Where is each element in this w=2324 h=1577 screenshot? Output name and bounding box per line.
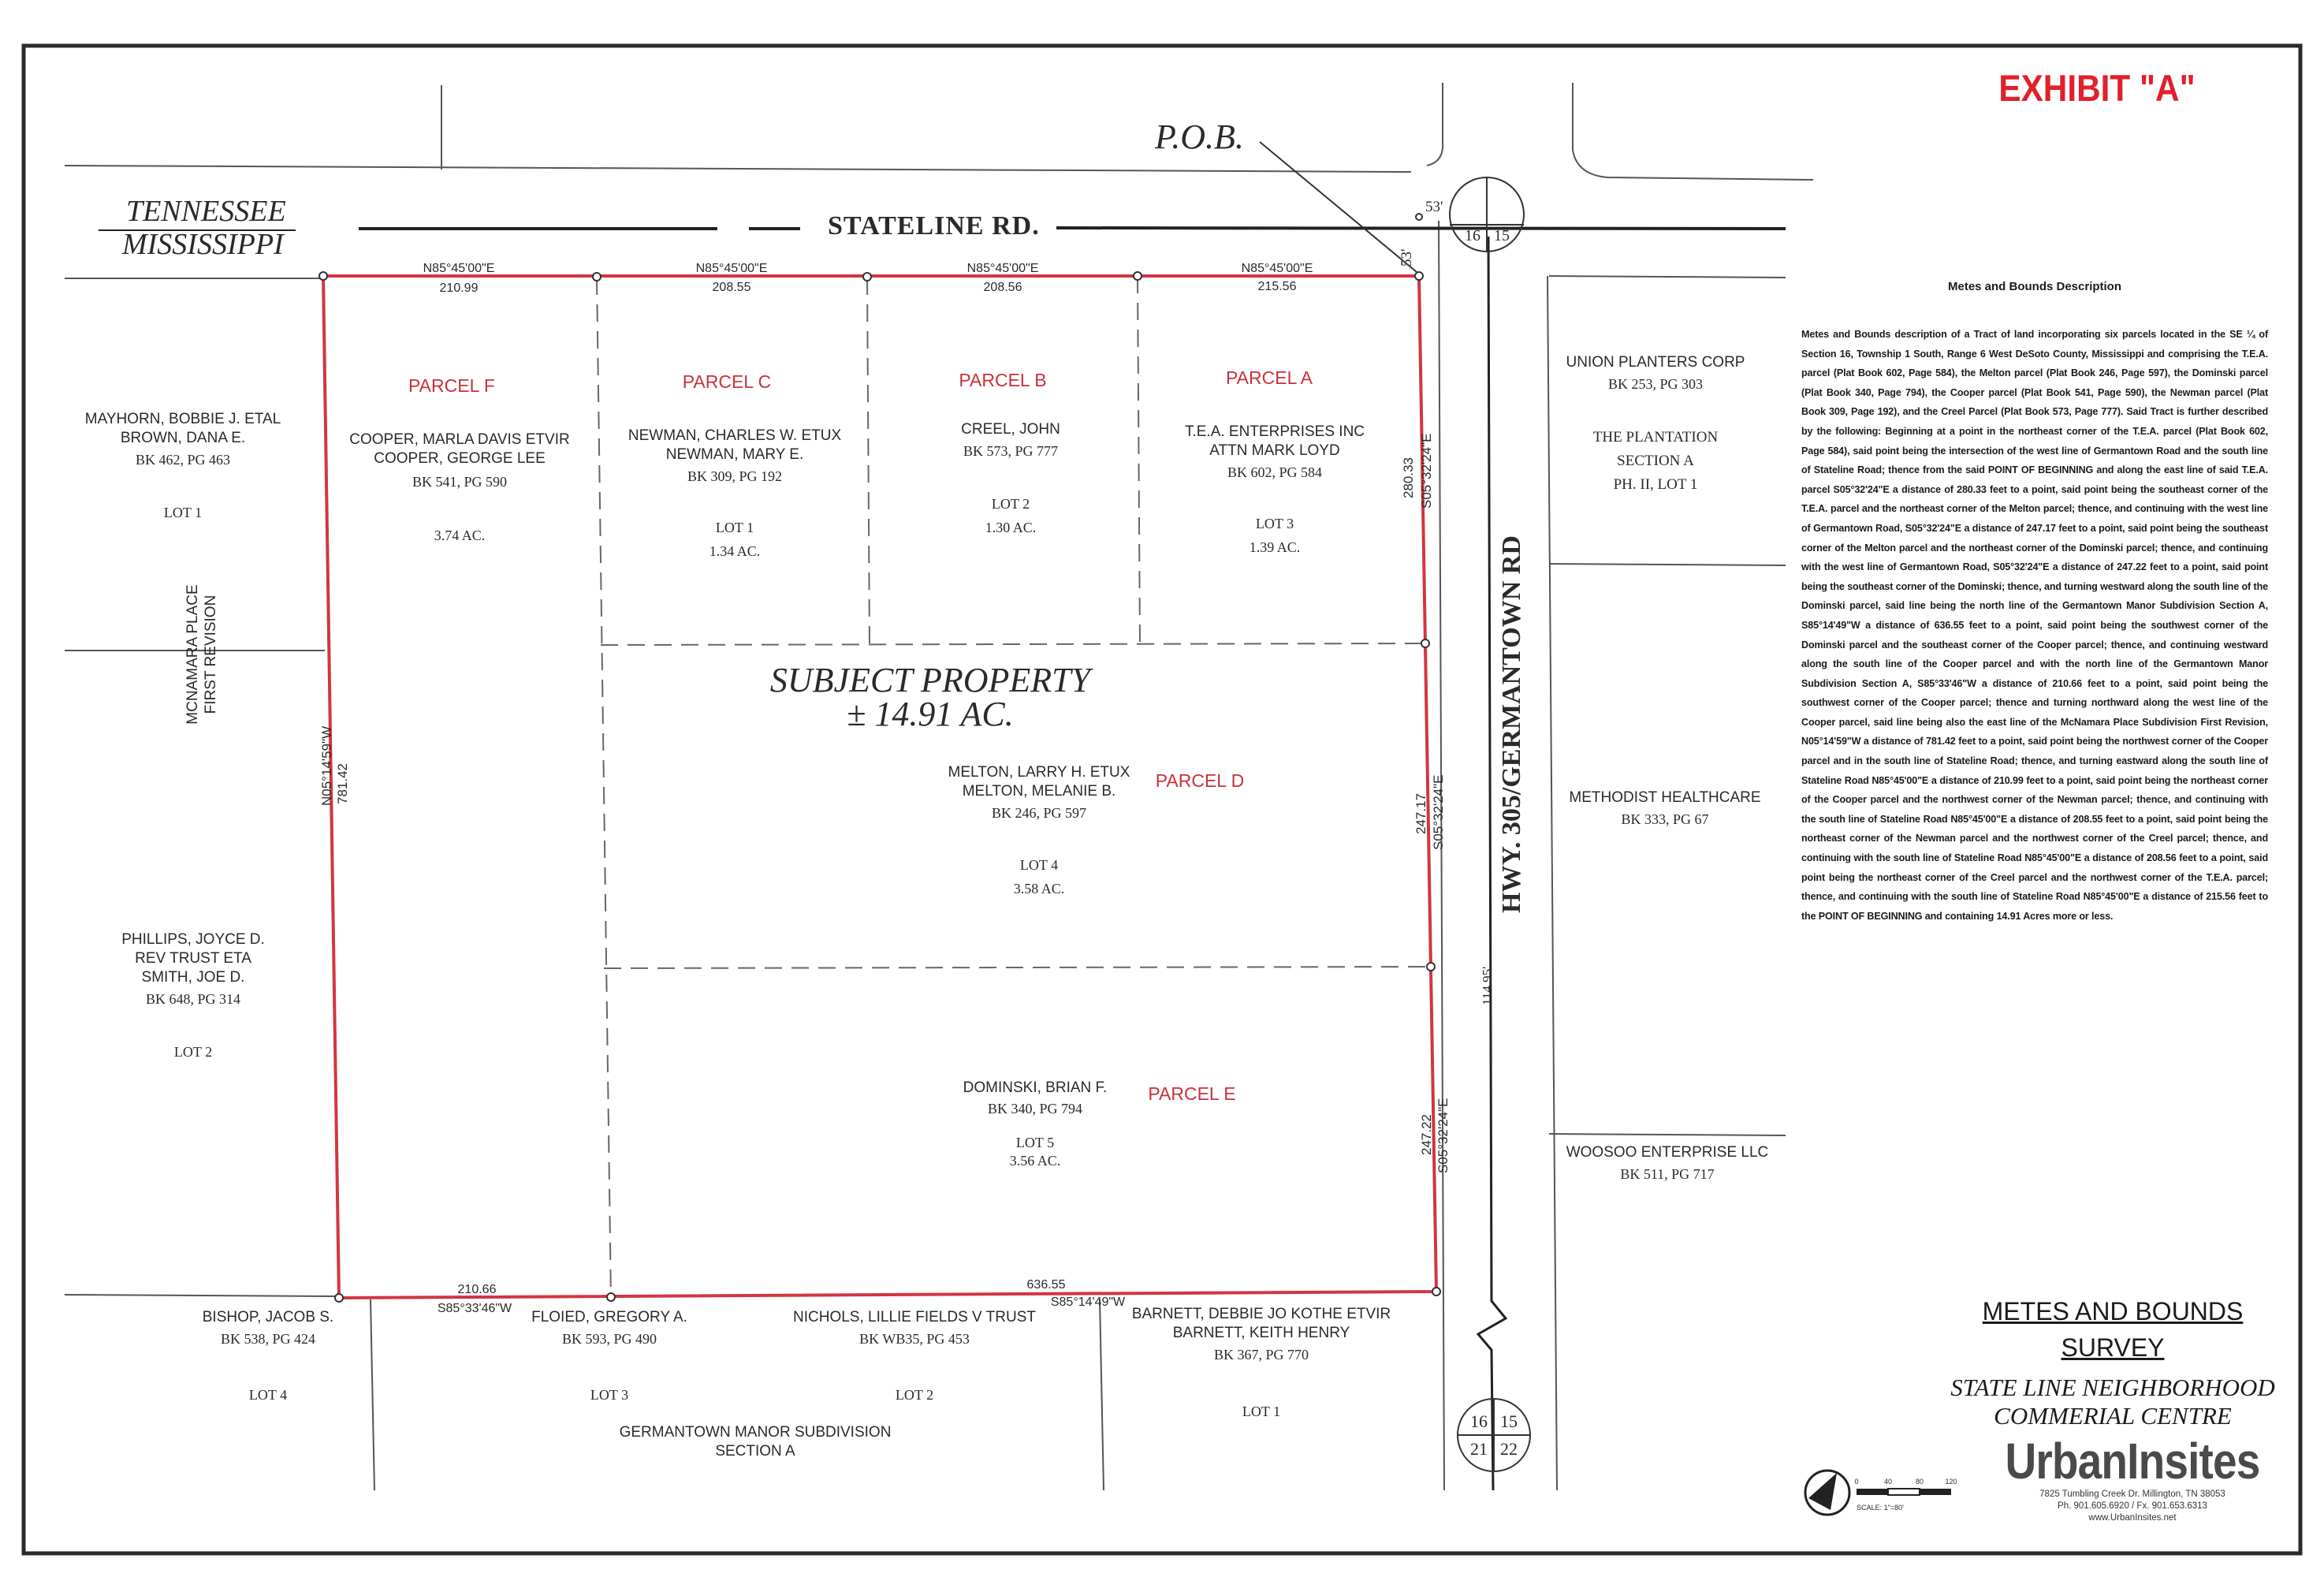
metes-bounds-description [1801, 280, 2268, 926]
east-3-bearing: S05°32'24"E [1436, 1098, 1451, 1173]
barnett-line1: BARNETT, DEBBIE JO KOTHE ETVIR [1131, 1306, 1391, 1322]
parcel-c-owner2: NEWMAN, MARY E. [665, 446, 804, 463]
parcel-f-owner2: COOPER, GEORGE LEE [374, 450, 546, 467]
stateline-road-label: STATELINE RD. [828, 211, 1040, 240]
neighbor-nichols [793, 1309, 1036, 1403]
parcel-a [1185, 367, 1365, 555]
parcel-d-label: PARCEL D [1155, 770, 1245, 791]
row-dim-a: 53' [1425, 199, 1443, 215]
plantation-line1: THE PLANTATION [1592, 429, 1719, 446]
corner-bottom-ne: 15 [1500, 1411, 1518, 1431]
floied-lot: LOT 3 [590, 1387, 629, 1403]
parcel-e-book: BK 340, PG 794 [987, 1101, 1083, 1117]
west-bearing: N05°14'59"W [319, 725, 334, 806]
title-block-line1: METES AND BOUNDS [1982, 1297, 2244, 1325]
parcel-f-area: 3.74 AC. [434, 528, 486, 543]
mcnamara-line1: MCNAMARA PLACE [184, 584, 201, 725]
parcel-c-area: 1.34 AC. [709, 543, 761, 559]
parcel-e-label: PARCEL E [1148, 1083, 1236, 1104]
barnett-book: BK 367, PG 770 [1213, 1347, 1309, 1363]
south-1-dist: 210.66 [457, 1283, 497, 1296]
parcel-d-lot: LOT 4 [1019, 857, 1059, 873]
bishop-book: BK 538, PG 424 [220, 1331, 316, 1347]
scale-tick-80: 80 [1915, 1478, 1924, 1486]
barnett-line2: BARNETT, KEITH HENRY [1172, 1325, 1350, 1341]
nichols-lot: LOT 2 [895, 1387, 934, 1403]
south-2-dist: 636.55 [1026, 1278, 1066, 1292]
pob-leader [1260, 142, 1417, 272]
nichols-line1: NICHOLS, LILLIE FIELDS V TRUST [793, 1309, 1036, 1325]
title-block-line2: SURVEY [2061, 1333, 2165, 1362]
germantown-manor-label [620, 1424, 892, 1460]
parcel-d-owner1: MELTON, LARRY H. ETUX [948, 764, 1130, 781]
parcel-c [628, 371, 842, 559]
north-3-bearing: N85°45'00"E [966, 262, 1039, 275]
woosoo-book: BK 511, PG 717 [1620, 1166, 1715, 1182]
mayhorn-line1: MAYHORN, BOBBIE J. ETAL [84, 411, 281, 427]
germantown-road-label: HWY. 305/GERMANTOWN RD [1497, 535, 1526, 913]
neighbor-mayhorn [85, 411, 281, 520]
parcel-e-lot: LOT 5 [1015, 1135, 1055, 1150]
parcel-f-owner1: COOPER, MARLA DAVIS ETVIR [349, 431, 570, 448]
phillips-line2: REV TRUST ETA [135, 950, 251, 967]
plantation-line2: SECTION A [1617, 453, 1694, 469]
parcel-f-label: PARCEL F [408, 375, 495, 396]
row-dim-width: 114.95' [1480, 966, 1495, 1005]
parcel-a-label: PARCEL A [1226, 367, 1313, 388]
parcel-c-label: PARCEL C [682, 371, 772, 392]
mayhorn-book: BK 462, PG 463 [135, 452, 231, 468]
pob-label: P.O.B. [1155, 117, 1244, 156]
west-dist: 781.42 [335, 763, 350, 804]
parcel-a-owner1: T.E.A. ENTERPRISES INC [1184, 423, 1365, 440]
section-corner-bottom [1458, 1399, 1530, 1471]
north-arrow-icon [1805, 1471, 1849, 1515]
exhibit-title: EXHIBIT "A" [1998, 67, 2196, 109]
phillips-line1: PHILLIPS, JOYCE D. [121, 931, 265, 948]
plantation-line3: PH. II, LOT 1 [1613, 476, 1698, 493]
bishop-line1: BISHOP, JACOB S. [202, 1309, 334, 1325]
union-book: BK 253, PG 303 [1607, 376, 1704, 392]
corner-bottom-se: 22 [1500, 1439, 1518, 1459]
corner-bottom-sw: 21 [1470, 1439, 1488, 1459]
corner-top-sw: 16 [1465, 227, 1480, 244]
logo-web: www.UrbanInsites.net [2088, 1513, 2177, 1523]
subject-property-title: SUBJECT PROPERTY [769, 661, 1091, 699]
east-2-dist: 247.17 [1413, 793, 1428, 834]
north-1-dist: 210.99 [439, 281, 479, 295]
union-line1: UNION PLANTERS CORP [1566, 354, 1745, 371]
scale-tick-0: 0 [1854, 1478, 1859, 1486]
neighbor-plantation [1593, 429, 1719, 493]
barnett-lot: LOT 1 [1242, 1404, 1281, 1419]
east-2-bearing: S05°32'24"E [1431, 774, 1446, 850]
mayhorn-line2: BROWN, DANA E. [120, 430, 246, 446]
title-block-line3: STATE LINE NEIGHBORHOOD [1950, 1374, 2275, 1401]
logo-phone: Ph. 901.605.6920 / Fx. 901.653.6313 [2058, 1501, 2207, 1511]
north-2-dist: 208.55 [712, 281, 751, 294]
parcel-a-owner2: ATTN MARK LOYD [1209, 442, 1340, 459]
logo-wordmark: UrbanInsites [2005, 1433, 2260, 1489]
south-2-bearing: S85°14'49"W [1050, 1296, 1126, 1309]
corner-bottom-nw: 16 [1470, 1411, 1488, 1431]
section-corner-top [1450, 177, 1524, 252]
phillips-book: BK 648, PG 314 [145, 991, 241, 1007]
north-3-dist: 208.56 [983, 281, 1022, 294]
parcel-b-lot: LOT 2 [991, 496, 1030, 512]
description-title: Metes and Bounds Description [1947, 280, 2122, 293]
floied-book: BK 593, PG 490 [561, 1331, 657, 1347]
north-2-bearing: N85°45'00"E [695, 262, 768, 275]
neighbor-union-planters [1566, 354, 1745, 392]
nichols-book: BK WB35, PG 453 [859, 1331, 970, 1347]
east-3-dist: 247.22 [1419, 1114, 1434, 1155]
subject-property-area: ± 14.91 AC. [847, 695, 1014, 733]
parcel-b-owner1: CREEL, JOHN [961, 421, 1060, 438]
state-mississippi: MISSISSIPPI [122, 228, 284, 261]
scale-tick-120: 120 [1945, 1478, 1957, 1486]
north-4-dist: 215.56 [1257, 280, 1297, 293]
parcel-e-owner1: DOMINSKI, BRIAN F. [963, 1079, 1108, 1096]
parcel-d-book: BK 246, PG 597 [991, 805, 1087, 821]
row-dim-b: 53' [1398, 248, 1415, 267]
parcel-a-book: BK 602, PG 584 [1227, 464, 1323, 480]
neighbor-phillips [121, 931, 265, 1060]
methodist-line1: METHODIST HEALTHCARE [1569, 789, 1761, 806]
phillips-line3: SMITH, JOE D. [141, 969, 245, 986]
floied-line1: FLOIED, GREGORY A. [531, 1309, 687, 1325]
description-body: Metes and Bounds description of a Tract of land incorporating six parcels located in the SE ¼ of Section 16, Township 1 South, Range 6 West DeSoto County, Mississippi and comprising the T.E.A. parcel (Plat Book 602, Page 584), the Melton parcel (Plat Book 246, Page 597), the Dominski parcel (Plat Book 340, Page 794), the Cooper parcel (Plat Book 541, Page 590), the Newman parcel (Plat Book 309, Page 192), and the Creel Parcel (Plat Book 573, Page 777). Said Tract is further described by the following: Beginning at a point in the northeast corner of the T.E.A. parcel (Plat Book 602, Page 584), said point being the intersection of the west line of Germantown Road and the south line of Stateline Road; thence from the said POINT OF BEGINNING and along the east line of said T.E.A. parcel S05°32'24"E a distance of 280.33 feet to a point, said point being the southeast corner of the T.E.A. parcel and the northeast corner of the Melton parcel; thence, and continuing with the west line of Germantown Road, S05°32'24"E a distance of 247.17 feet to a point, said point being the southeast corner of the Melton parcel and the northeast corner of the Dominski parcel; thence, and continuing with the west line of Germantown Road, S05°32'24"E a distance of 247.22 feet to a point, said point being the southeast corner of the Dominski; thence, and turning westward along the south line of the Dominski parcel, said line being the north line of the Germantown Manor Subdivision Section A, S85°14'49"W a distance of 636.55 feet to a point, said point being the southwest corner of the Dominski parcel and the southeast corner of the Cooper parcel; thence, and continuing westward along the south line of the Cooper parcel and with the north line of the Germantown Manor Subdivision Section A, S85°33'46"W a distance of 210.66 feet to a point, said point being the southwest corner of the Cooper parcel; thence and turning northward along the west line of the Cooper parcel, said line being also the east line of the McNamara Place Subdivision First Revision, N05°14'59"W a distance of 781.42 feet to a point, said point being the northwest corner of the Cooper parcel and in the south line of Stateline Road; thence, and turning eastward along the south line of Stateline Road N85°45'00"E a distance of 210.99 feet to a point, said point being the northeast corner of the Cooper parcel and the northwest corner of the Newman parcel; thence, and continuing with the south line of Stateline Road N85°45'00"E a distance of 208.55 feet to a point, said point being the northeast corner of the Newman parcel and the northwest corner of the Creel parcel; thence, and continuing with the south line of Stateline Road N85°45'00"E a distance of 208.56 feet to a point, said point being the northeast corner of the Creel parcel and the northwest corner of the T.E.A. parcel; thence, and continuing with the south line of Stateline Road N85°45'00"E a distance of 215.56 feet to the POINT OF BEGINNING and containing 14.91 Acres more or less. [1801, 329, 2268, 922]
parcel-e-area: 3.56 AC. [1009, 1153, 1061, 1169]
state-tennessee: TENNESSEE [126, 195, 286, 228]
parcel-f [349, 375, 569, 543]
parcel-b-area: 1.30 AC. [985, 520, 1037, 535]
phillips-lot: LOT 2 [173, 1044, 213, 1060]
neighbor-methodist [1569, 789, 1760, 827]
neighbor-barnett [1132, 1306, 1391, 1419]
parcel-b-book: BK 573, PG 777 [963, 443, 1059, 459]
parcel-a-lot: LOT 3 [1255, 516, 1294, 531]
neighbor-woosoo [1566, 1144, 1769, 1182]
scale-bar-icon [1854, 1478, 1957, 1512]
title-block-line4: COMMERIAL CENTRE [1994, 1402, 2232, 1430]
corner-top-se: 15 [1494, 227, 1510, 244]
east-1-bearing: S05°32'24"E [1419, 433, 1434, 509]
mayhorn-lot: LOT 1 [163, 505, 203, 520]
scale-label: SCALE: 1"=80' [1857, 1504, 1904, 1512]
scale-tick-40: 40 [1883, 1478, 1893, 1486]
woosoo-line1: WOOSOO ENTERPRISE LLC [1566, 1144, 1769, 1161]
parcel-c-owner1: NEWMAN, CHARLES W. ETUX [628, 427, 842, 444]
parcel-d-area: 3.58 AC. [1013, 881, 1065, 897]
germantown-manor-line2: SECTION A [715, 1443, 795, 1460]
neighbor-bishop [203, 1309, 333, 1403]
parcel-c-lot: LOT 1 [715, 520, 754, 535]
methodist-book: BK 333, PG 67 [1621, 811, 1709, 827]
bishop-lot: LOT 4 [248, 1387, 288, 1403]
parcel-b-label: PARCEL B [959, 370, 1047, 390]
north-1-bearing: N85°45'00"E [423, 262, 495, 275]
parcel-c-book: BK 309, PG 192 [687, 468, 783, 484]
parcel-a-area: 1.39 AC. [1249, 539, 1301, 555]
stateline-centerline [359, 228, 1786, 229]
south-1-bearing: S85°33'46"W [437, 1302, 512, 1315]
mcnamara-line2: FIRST REVISION [203, 595, 219, 714]
parcel-e [963, 1079, 1236, 1169]
title-block [1924, 1293, 2302, 1430]
parcel-d-owner2: MELTON, MELANIE B. [962, 783, 1116, 800]
north-4-bearing: N85°45'00"E [1241, 262, 1313, 275]
germantown-manor-line1: GERMANTOWN MANOR SUBDIVISION [619, 1424, 892, 1441]
parcel-b [959, 370, 1060, 535]
east-1-dist: 280.33 [1401, 457, 1416, 498]
company-logo [1975, 1433, 2290, 1524]
parcel-d [948, 764, 1245, 897]
parcel-f-book: BK 541, PG 590 [412, 474, 508, 490]
logo-address: 7825 Tumbling Creek Dr. Millington, TN 38053 [2039, 1489, 2225, 1499]
neighbor-floied [531, 1309, 687, 1403]
